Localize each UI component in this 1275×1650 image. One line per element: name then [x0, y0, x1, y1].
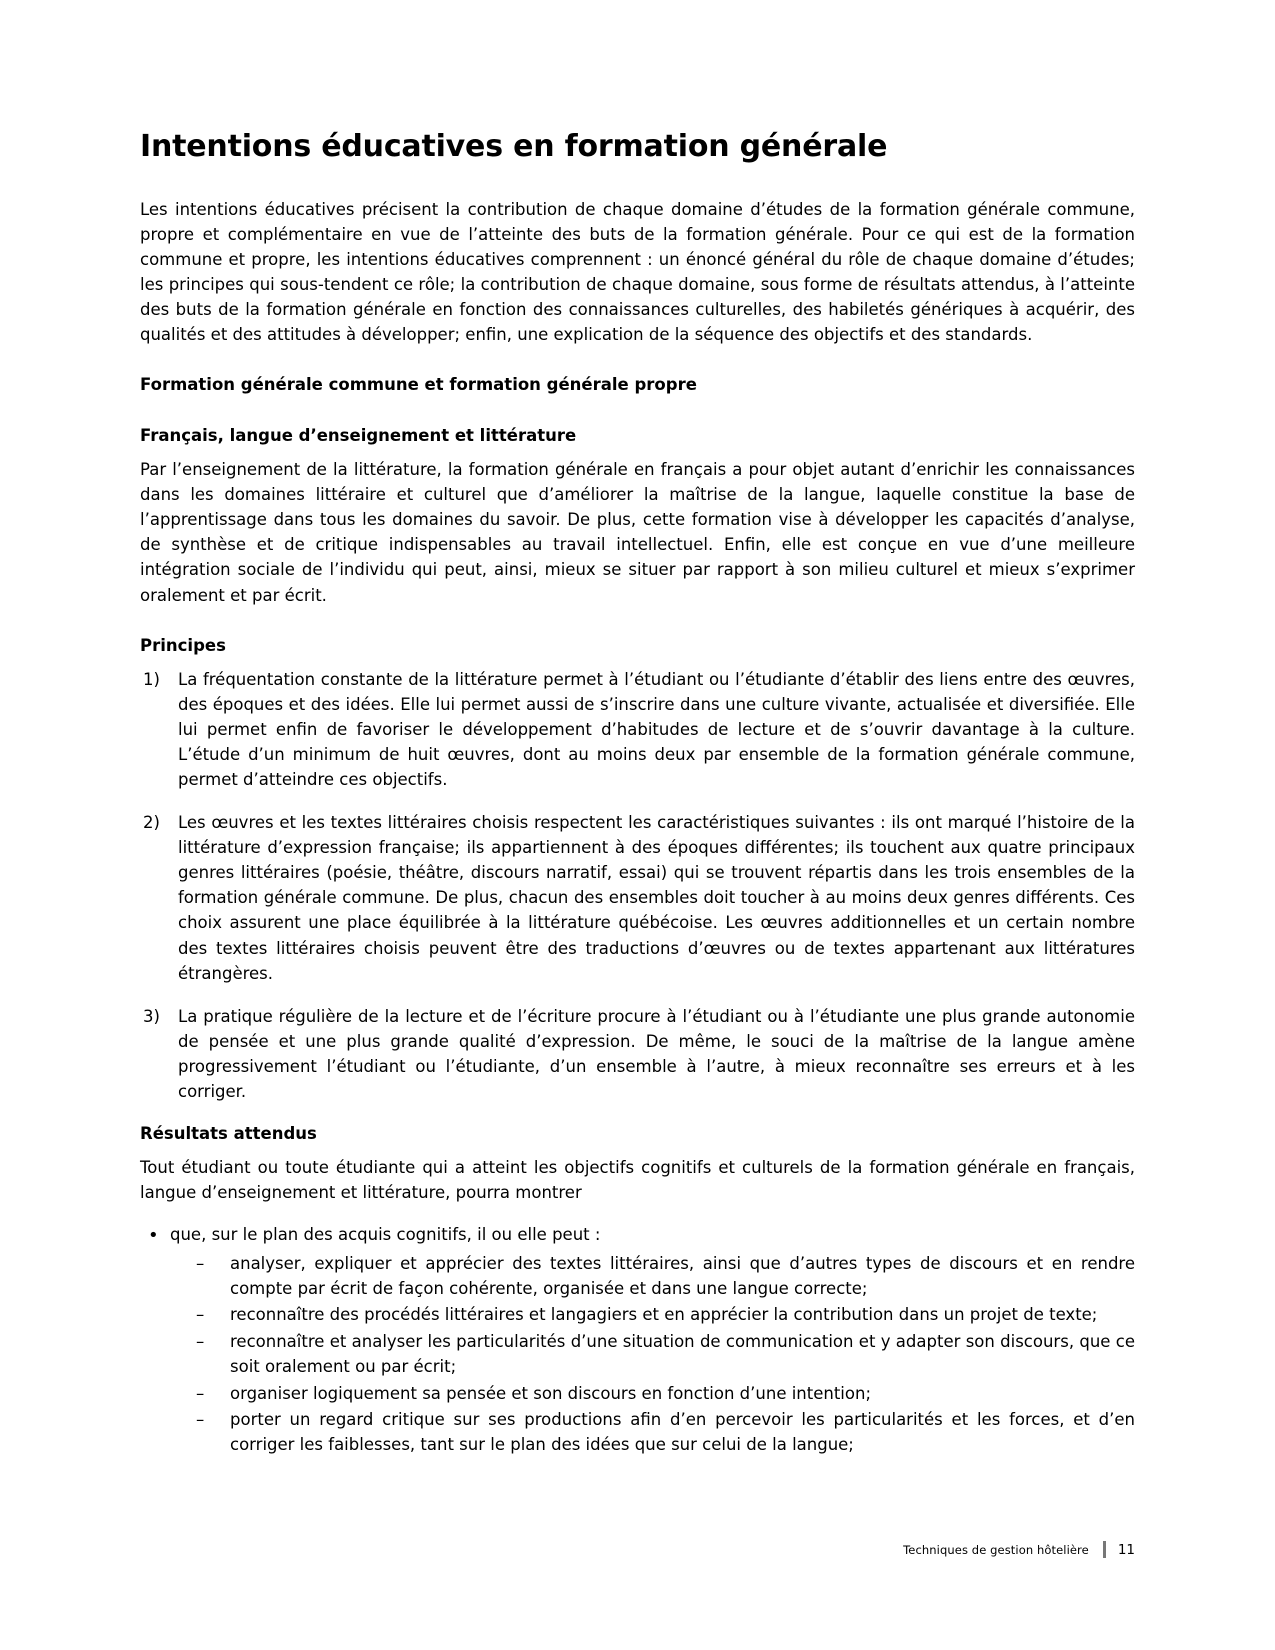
section-heading-formation-generale: Formation générale commune et formation générale propre [140, 374, 697, 394]
footer-page-number: 11 [1117, 1541, 1135, 1558]
list-item-number: 1) [143, 669, 160, 689]
list-item-text: organiser logiquement sa pensée et son discours en fonction d’une intention; [230, 1383, 872, 1403]
dash-marker-icon: – [196, 1410, 205, 1430]
list-item-text: La pratique régulière de la lecture et de l’écriture procure à l’étudiant ou à l’étudiante une plus grande autonomie de pensée et une plus grande qualité d’expression. De même, le souci de la maîtrise de la langue amène progressivement l’étudiant ou l’étudiante, d’un ensemble à l’autre, à mieux reconnaître ses erreurs et à les corriger. [178, 1006, 1135, 1101]
list-item [170, 1303, 1135, 1328]
resultats-bullet-list [140, 1223, 1135, 1458]
bullet-marker-icon: • [148, 1225, 159, 1247]
resultats-paragraph: Tout étudiant ou toute étudiante qui a atteint les objectifs cognitifs et culturels de la formation générale en français, langue d’enseignement et littérature, pourra montrer [140, 1158, 1135, 1203]
dash-marker-icon: – [196, 1253, 205, 1273]
dash-marker-icon: – [196, 1305, 205, 1325]
list-item-text: porter un regard critique sur ses productions afin d’en percevoir les particularités et les forces, et d’en corriger les faiblesses, tant sur le plan des idées que sur celui de la langue; [230, 1410, 1135, 1455]
list-item [170, 1252, 1135, 1302]
list-item [140, 810, 1135, 986]
heading-principes: Principes [140, 635, 226, 655]
principes-list [140, 667, 1135, 1104]
list-item-number: 2) [143, 813, 160, 833]
list-item-text: analyser, expliquer et apprécier des textes littéraires, ainsi que d’autres types de discours et en rendre compte par écrit de façon cohérente, organisée et dans une langue correcte; [230, 1253, 1135, 1298]
list-item-text: que, sur le plan des acquis cognitifs, il ou elle peut : [170, 1225, 601, 1245]
heading-resultats-attendus: Résultats attendus [140, 1123, 317, 1143]
dash-marker-icon: – [196, 1332, 205, 1352]
list-item-number: 3) [143, 1006, 160, 1026]
list-item [140, 1004, 1135, 1104]
subsection-paragraph: Par l’enseignement de la littérature, la formation générale en français a pour objet autant d’enrichir les connaissances dans les domaines littéraire et culturel que d’améliorer la maîtrise de la langue, laquelle constitue la base de l’apprentissage dans tous les domaines du savoir. De plus, cette formation vise à développer les capacités d’analyse, de synthèse et de critique indispensables au travail intellectuel. Enfin, elle est conçue en vue d’une meilleure intégration sociale de l’individu qui peut, ainsi, mieux se situer par rapport à son milieu culturel et mieux s’exprimer oralement et par écrit. [140, 460, 1135, 605]
list-item-text: reconnaître et analyser les particularités d’une situation de communication et y adapter son discours, que ce soit oralement ou par écrit; [230, 1332, 1135, 1376]
list-item-text: Les œuvres et les textes littéraires choisis respectent les caractéristiques suivantes : ils ont marqué l’histoire de la littérature d’expression française; ils appartiennent à des époques différentes; ils touchent aux quatre principaux genres littéraires (poésie, théâtre, discours narratif, essai) qui se trouvent répartis dans les trois ensembles de la formation générale commune. De plus, chacun des ensembles doit toucher à au moins deux genres différents. Ces choix assurent une place équilibrée à la littérature québécoise. Les œuvres additionnelles et un certain nombre des textes littéraires choisis peuvent être des traductions d’œuvres ou de textes appartenant aux littératures étrangères. [178, 813, 1135, 983]
list-item-text: La fréquentation constante de la littérature permet à l’étudiant ou l’étudiante d’établir des liens entre des œuvres, des époques et des idées. Elle lui permet aussi de s’inscrire dans une culture vivante, actualisée et diversifiée. Elle lui permet enfin de favoriser le développement d’habitudes de lecture et de s’ouvrir davantage à la culture. L’étude d’un minimum de huit œuvres, dont au moins deux par ensemble de la formation générale commune, permet d’atteindre ces objectifs. [178, 669, 1135, 790]
footer-program-name: Techniques de gestion hôtelière [903, 1542, 1089, 1557]
list-item [140, 1223, 1135, 1458]
dash-marker-icon: – [196, 1383, 205, 1403]
footer-divider [1103, 1541, 1106, 1558]
intro-paragraph: Les intentions éducatives précisent la contribution de chaque domaine d’études de la formation générale commune, propre et complémentaire en vue de l’atteinte des buts de la formation générale. Pour ce qui est de la formation commune et propre, les intentions éducatives comprennent : un énoncé général du rôle de chaque domaine d’études; les principes qui sous-tendent ce rôle; la contribution de chaque domaine, sous forme de résultats attendus, à l’atteinte des buts de la formation générale en fonction des connaissances culturelles, des habiletés génériques à acquérir, des qualités et des attitudes à développer; enfin, une explication de la séquence des objectifs et des standards. [140, 199, 1135, 344]
list-item-text: reconnaître des procédés littéraires et langagiers et en apprécier la contribution dans un projet de texte; [230, 1305, 1098, 1325]
list-item [170, 1330, 1135, 1380]
page-footer [140, 1541, 1135, 1558]
subsection-heading-francais: Français, langue d’enseignement et littérature [140, 426, 577, 446]
list-item [140, 667, 1135, 792]
list-item [170, 1408, 1135, 1458]
page-title: Intentions éducatives en formation générale [140, 129, 888, 164]
list-item [170, 1382, 1135, 1407]
dash-sublist [170, 1252, 1135, 1458]
